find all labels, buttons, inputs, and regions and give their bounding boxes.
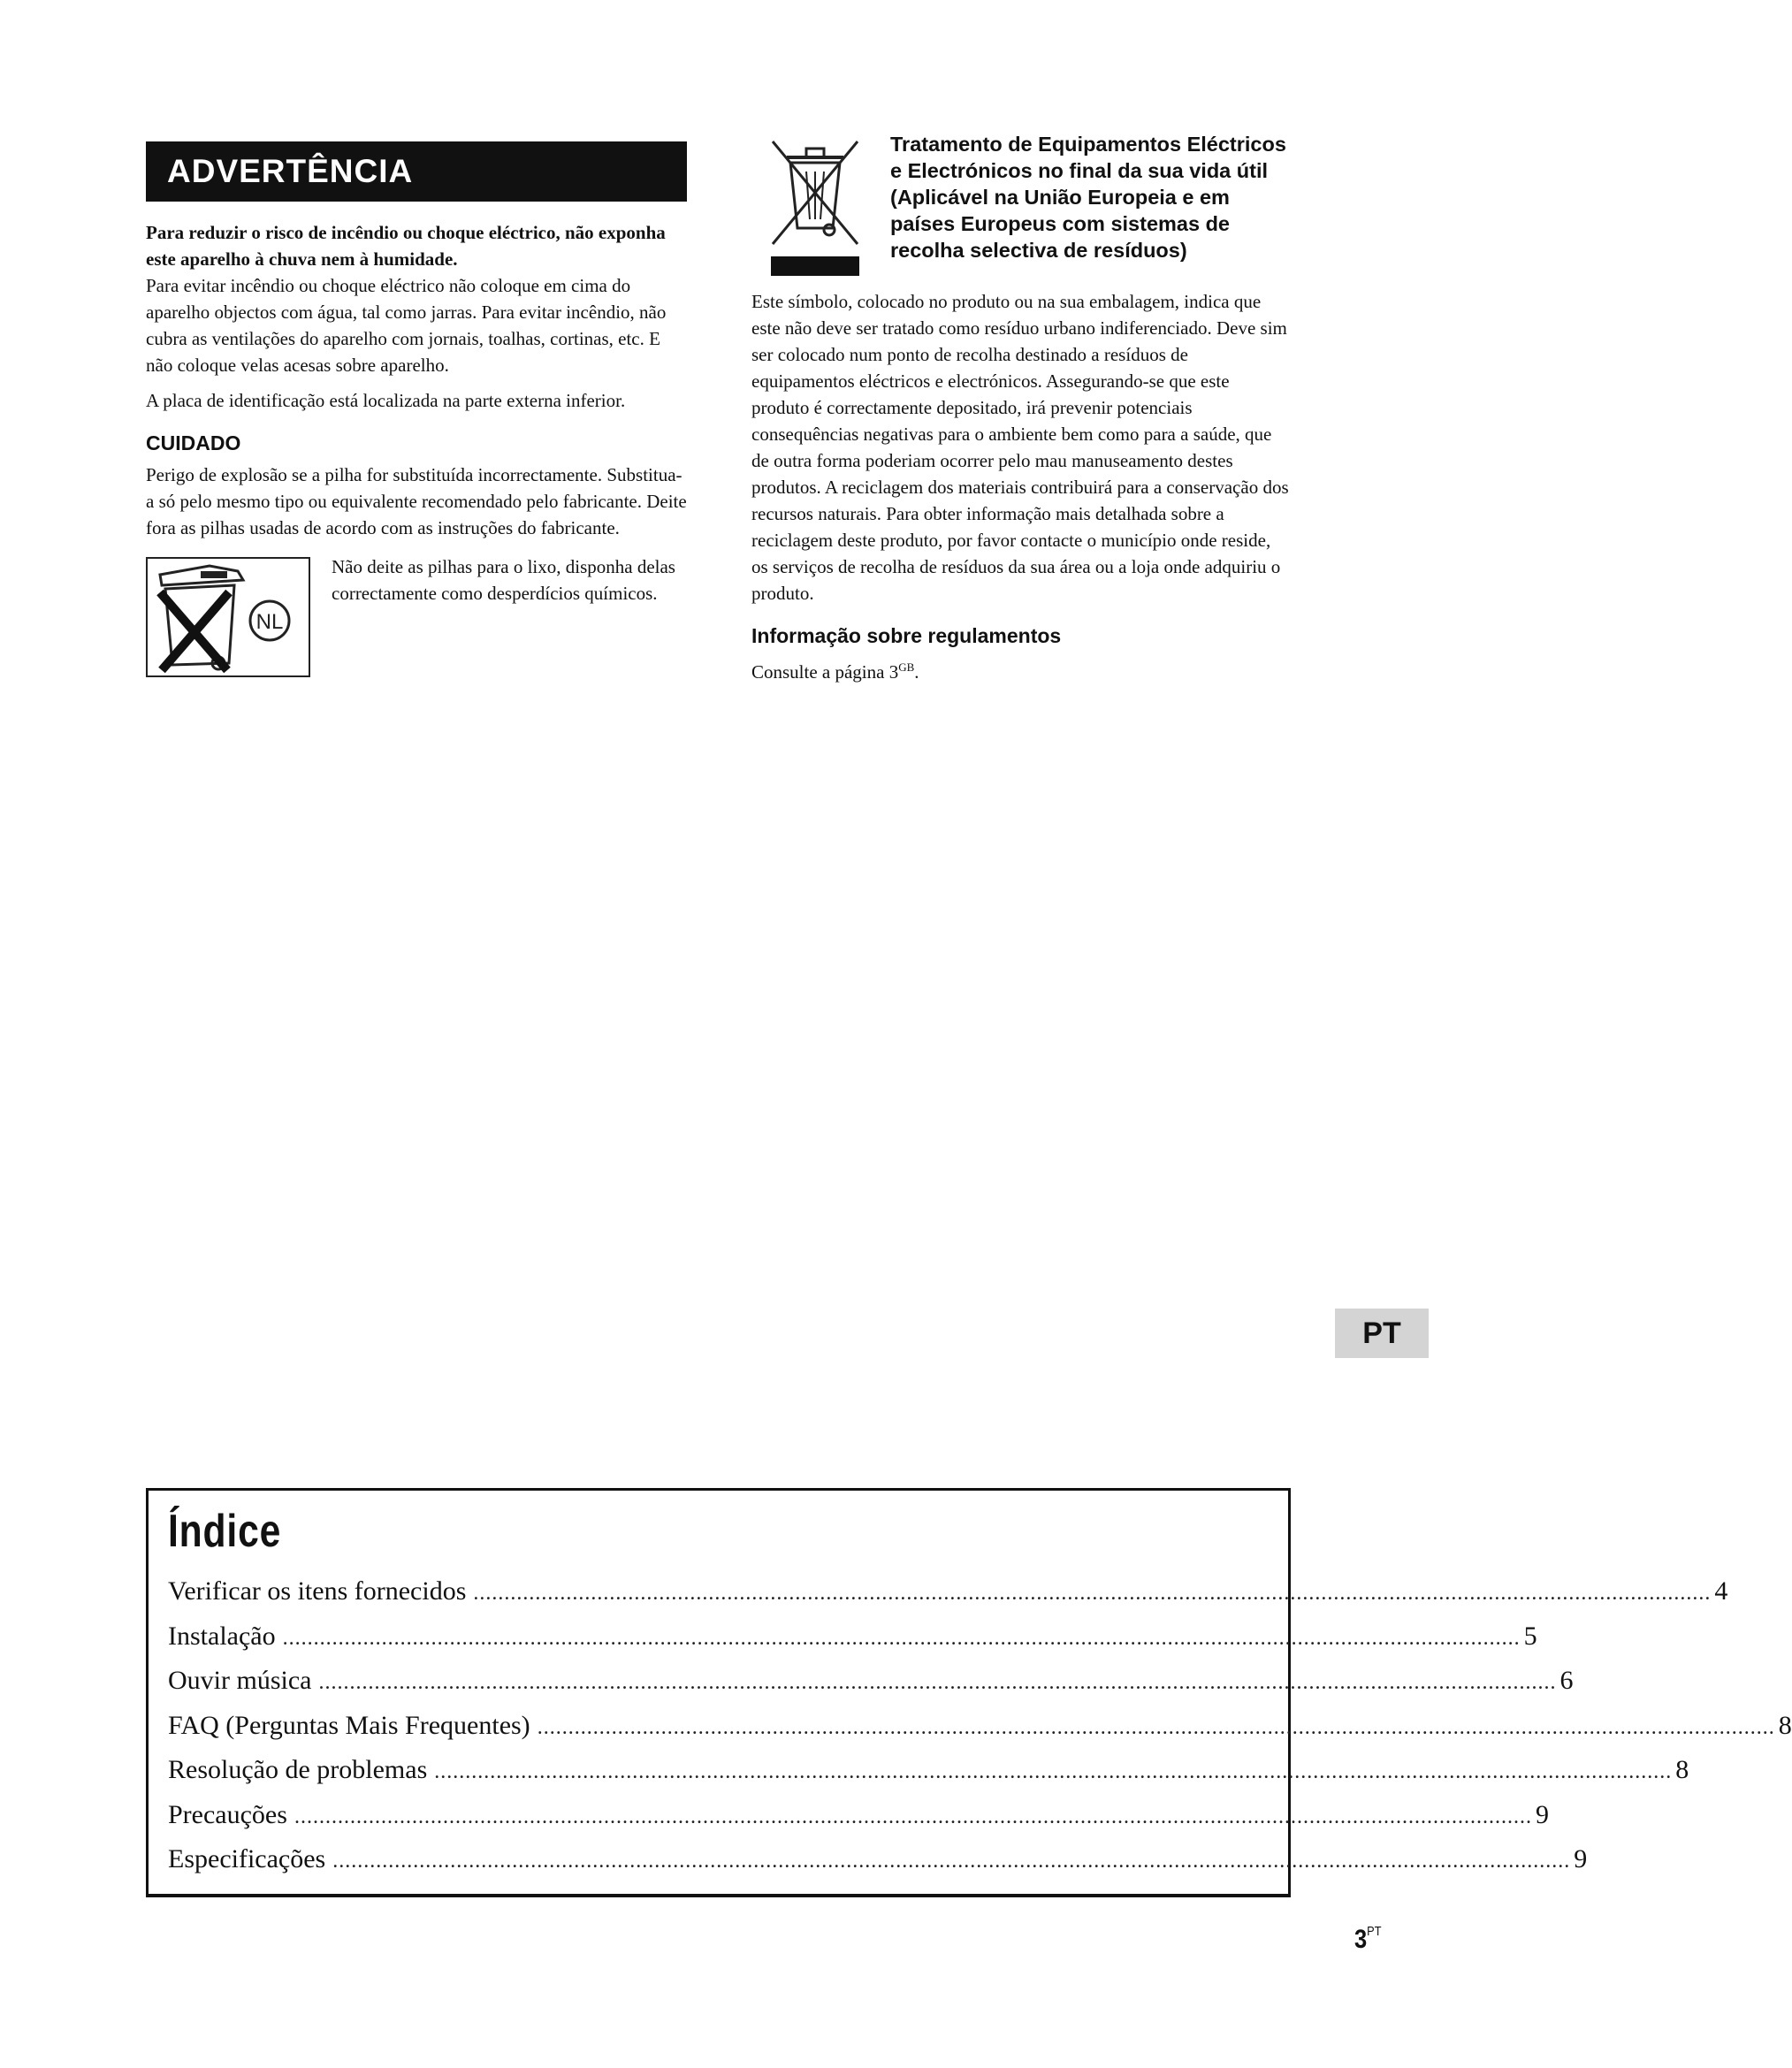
toc-item-page: 9 [1535,1799,1549,1829]
toc-item-page: 8 [1675,1755,1689,1784]
warning-paragraph: Para evitar incêndio ou choque eléctrico não coloque em cima do aparelho objectos com água, tal como jarras. Para evitar incêndio, não cubra as ventilações do aparelho com jornais, toalhas, cortinas, etc. E não coloque velas acesas sobre aparelho. [146,275,667,376]
toc-item-label: Precauções [168,1799,287,1829]
regulations-sup: GB [898,660,915,674]
toc-leader-dots: ........................................................................................................................................................................................................ [537,1715,1775,1739]
crossed-wheelie-bin-icon [762,133,868,283]
toc-item [168,1705,1792,1750]
toc-item-label: FAQ (Perguntas Mais Frequentes) [168,1710,530,1740]
warning-heading: ADVERTÊNCIA [146,141,687,202]
toc-item [168,1794,1549,1839]
warning-bold-paragraph: Para reduzir o risco de incêndio ou choque eléctrico, não exponha este aparelho à chuva nem à humidade. [146,222,666,270]
table-of-contents [146,1488,1792,1897]
toc-leader-dots: ........................................................................................................................................................................................................ [332,1850,1571,1873]
regulations-text [751,654,1291,685]
caution-paragraph: Perigo de explosão se a pilha for substituída incorrectamente. Substitua-a só pelo mesmo tipo ou equivalente recomendado pelo fabricante. Deite fora as pilhas usadas de acordo com as instruções do fabricante. [146,464,687,538]
toc-item-label: Resolução de problemas [168,1755,428,1784]
toc-title: Índice [168,1506,282,1557]
weee-title: Tratamento de Equipamentos Eléctricos e Electrónicos no final da sua vida útil (Aplicável na União Europeia e em países Europeus com sistemas de recolha selectiva de resíduos) [890,133,1286,262]
language-tab: PT [1335,1309,1429,1358]
toc-item [168,1749,1689,1794]
toc-list [168,1570,1792,1883]
battery-text: Não deite as pilhas para o lixo, disponha delas correctamente como desperdícios químicos. [332,556,675,604]
toc-leader-dots: ........................................................................................................................................................................................................ [434,1760,1673,1783]
page-number-value: 3 [1354,1925,1368,1954]
right-column [751,131,1291,685]
toc-item-page: 9 [1574,1844,1588,1873]
toc-item [168,1570,1728,1615]
toc-leader-dots: ........................................................................................................................................................................................................ [282,1626,1521,1650]
toc-leader-dots: ........................................................................................................................................................................................................ [318,1671,1557,1694]
toc-item-page: 5 [1523,1621,1537,1651]
weee-block [751,131,1291,283]
toc-leader-dots: ........................................................................................................................................................................................................ [473,1582,1712,1605]
toc-item [168,1660,1574,1705]
caution-heading: CUIDADO [146,431,241,454]
regulations-suffix: . [914,661,919,683]
toc-item-label: Instalação [168,1621,276,1651]
nameplate-paragraph: A placa de identificação está localizada na parte externa inferior. [146,390,626,411]
left-column [146,141,687,677]
nl-label: NL [255,610,284,634]
toc-item [168,1838,1588,1883]
toc-leader-dots: ........................................................................................................................................................................................................ [294,1805,1532,1828]
toc-item-label: Especificações [168,1844,326,1873]
battery-disposal [146,557,687,677]
toc-item-label: Verificar os itens fornecidos [168,1576,467,1606]
weee-body: Este símbolo, colocado no produto ou na sua embalagem, indica que este não deve ser tratado como resíduo urbano indiferenciado. Deve sim ser colocado num ponto de recolha destinado a resíduos de equipamentos eléctricos e electrónicos. Assegurando-se que este produto é correctamente depositado, irá prevenir potenciais consequências negativas para o ambiente bem como para a saúde, que de outra forma poderiam ocorrer pelo mau manuseamento destes produtos. A reciclagem dos materiais contribuirá para a conservação dos recursos naturais. Para obter informação mais detalhada sobre a reciclagem deste produto, por favor contacte o município onde reside, os serviços de recolha de resíduos da sua área ou a loja onde adquiriu o produto. [751,291,1289,604]
toc-item-page: 6 [1559,1666,1574,1695]
page-number-sup: PT [1367,1924,1382,1939]
toc-item-page: 4 [1714,1576,1728,1606]
toc-item [168,1615,1537,1660]
toc-item-page: 8 [1778,1710,1792,1740]
regulations-heading: Informação sobre regulamentos [751,624,1062,647]
crossed-bin-nl-icon [146,557,310,677]
toc-item-label: Ouvir música [168,1666,312,1695]
page-number [1354,1924,1381,1955]
regulations-text-main: Consulte a página 3 [751,661,899,683]
